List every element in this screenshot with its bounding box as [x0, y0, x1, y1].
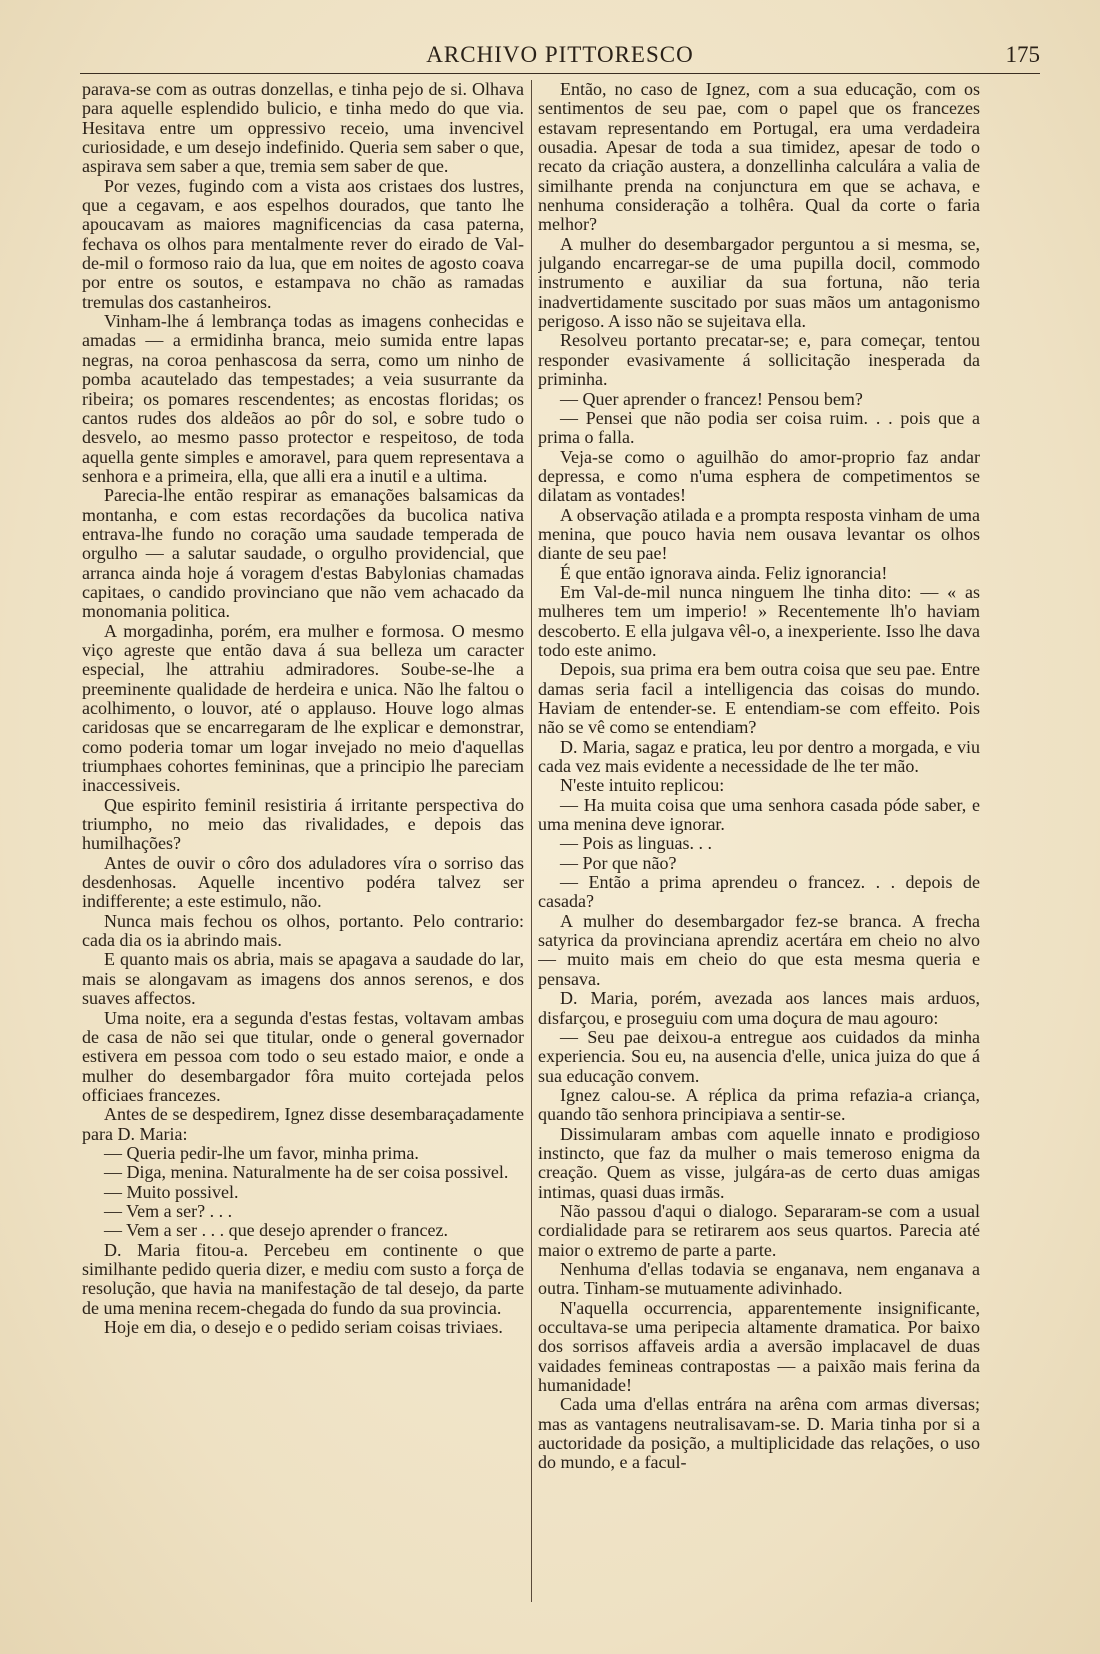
paragraph: Parecia-lhe então respirar as emanações balsamicas da montanha, e com estas recordações da bucolica nativa entrava-lhe fundo no coração uma saudade temperada de orgulho — a salutar saudade, o orgulho providencial, que arranca ainda hoje á voragem d'estas Babylonias chamadas capitaes, o candido provinciano que não vem achacado da monomania politica. [82, 485, 524, 622]
paragraph: N'este intuito replicou: [560, 775, 725, 796]
paragraph: — Vem a ser . . . que desejo aprender o francez. [104, 1220, 449, 1241]
paragraph: Veja-se como o aguilhão do amor-proprio faz andar depressa, e como n'uma esphera de competimentos se dilatam as vontades! [538, 446, 980, 506]
paragraph: Cada uma d'ellas entrára na arêna com armas diversas; mas as vantagens neutralisavam-se. D. Maria tinha por si a auctoridade da posição, a multiplicidade das relações, o uso do mundo, e a facul- [538, 1394, 980, 1473]
paragraph: — Seu pae deixou-a entregue aos cuidados da minha experiencia. Sou eu, na ausencia d'elle, unica juiza do que á sua educação convem. [538, 1026, 980, 1086]
paragraph: A mulher do desembargador fez-se branca. A frecha satyrica da provinciana aprendiz acertára em cheio no alvo — muito mais em cheio do que esta mesma queria e pensava. [538, 910, 980, 989]
paragraph: parava-se com as outras donzellas, e tinha pejo de si. Olhava para aquelle esplendido bulicio, e tinha medo do que via. Hesitava entre um oppressivo receio, uma invencivel curiosidade, e um desejo indefinido. Queria sem saber o que, aspirava sem saber a que, tremia sem saber de que. [82, 80, 524, 177]
paragraph: Uma noite, era a segunda d'estas festas, voltavam ambas de casa de não sei que titular, onde o general governador estivera em pessoa com todo o seu estado maior, e onde a mulher do desembargador fôra muito cortejada pelos officiaes francezes. [82, 1007, 524, 1105]
paragraph: N'aquella occurrencia, apparentemente insignificante, occultava-se uma peripecia altamente dramatica. Por baixo dos sorrisos affaveis ardia a aversão implacavel de duas vaidades femineas contrapostas — a paixão mais ferina da humanidade! [538, 1297, 980, 1396]
paragraph: Dissimularam ambas com aquelle innato e prodigioso instincto, que faz da mulher o mais temeroso enigma da creação. Quem as visse, julgára-as de certo duas amigas intimas, quasi duas irmãs. [538, 1123, 980, 1202]
left-column [82, 80, 524, 1605]
paragraph: — Então a prima aprendeu o francez. . . depois de casada? [538, 872, 980, 912]
paragraph: Ignez calou-se. A réplica da prima refazia-a criança, quando tão senhora principiava a sentir-se. [538, 1084, 980, 1125]
paragraph: — Pois as linguas. . . [560, 833, 713, 854]
paragraph: — Quer aprender o francez! Pensou bem? [560, 388, 863, 409]
page-number: 175 [1005, 42, 1040, 67]
header-rule [80, 73, 1040, 74]
paragraph: — Por que não? [560, 852, 677, 873]
paragraph: Que espirito feminil resistiria á irritante perspectiva do triumpho, no meio das rivalidades, e depois das humilhações? [82, 794, 524, 854]
paragraph: Depois, sua prima era bem outra coisa que seu pae. Entre damas seria facil a intelligencia das coisas do mundo. Haviam de entender-se. E entendiam-se com effeito. Pois não se vê como se entendiam? [538, 659, 980, 738]
paragraph: — Pensei que não podia ser coisa ruim. . . pois que a prima o falla. [538, 407, 980, 448]
paragraph: É que então ignorava ainda. Feliz ignorancia! [560, 562, 888, 583]
paragraph: — Queria pedir-lhe um favor, minha prima. [104, 1142, 419, 1163]
paragraph: — Ha muita coisa que uma senhora casada póde saber, e uma menina deve ignorar. [538, 794, 980, 835]
paragraph: Resolveu portanto precatar-se; e, para começar, tentou responder evasivamente á sollicitação inesperada da priminha. [538, 330, 980, 390]
paragraph: E quanto mais os abria, mais se apagava a saudade do lar, mais se alongavam as imagens dos annos serenos, e dos suaves affectos. [82, 949, 524, 1009]
paragraph: Então, no caso de Ignez, com a sua educação, com os sentimentos de seu pae, com o papel que os francezes estavam representando em Portugal, era uma verdadeira ousadia. Apesar de toda a sua timidez, apesar de todo o recato da criação austera, a donzellinha calculára a valia de similhante prenda na conjunctura em que se achava, e nenhuma consideração a tolhêra. Qual da corte o faria melhor? [538, 80, 980, 235]
right-column [538, 80, 980, 1605]
paragraph: Nenhuma d'ellas todavia se enganava, nem enganava a outra. Tinham-se mutuamente adivinhado. [538, 1258, 980, 1299]
paragraph: A morgadinha, porém, era mulher e formosa. O mesmo viço agreste que então dava á sua belleza um caracter especial, lhe attrahiu admiradores. Soube-se-lhe a preeminente qualidade de herdeira e unica. Não lhe faltou o acolhimento, o louvor, até o applauso. Houve logo almas caridosas que se encarregaram de lhe explicar e demonstrar, como poderia tomar um logar invejado no meio d'aquellas triumphaes cohortes femininas, que a principio lhe pareciam inaccessiveis. [82, 620, 524, 796]
paragraph: Vinham-lhe á lembrança todas as imagens conhecidas e amadas — a ermidinha branca, meio sumida entre lapas negras, na coroa penhascosa da serra, como um ninho de pomba acautelado das tempestades; a veia susurrante da ribeira; os pomares rescendentes; as encostas floridas; os cantos rudes dos aldeãos ao pôr do sol, e sobre tudo o desvelo, ao mesmo passo protector e respeitoso, de toda aquella gente simples e amoravel, para quem representava a senhora e a primeira, ella, que alli era a inutil e a ultima. [82, 311, 524, 486]
journal-title: ARCHIVO PITTORESCO [426, 42, 694, 67]
paragraph: D. Maria, porém, avezada aos lances mais arduos, disfarçou, e proseguiu com uma doçura de mau agouro: [538, 988, 980, 1028]
paragraph: Em Val-de-mil nunca ninguem lhe tinha dito: — « as mulheres tem um imperio! » Recentemente lh'o haviam descoberto. E ella julgava vêl-o, a inexperiente. Isso lhe dava todo este animo. [538, 581, 980, 660]
paragraph: — Muito possivel. [104, 1181, 239, 1202]
paragraph: Hoje em dia, o desejo e o pedido seriam coisas triviaes. [104, 1317, 503, 1337]
paragraph: Nunca mais fechou os olhos, portanto. Pelo contrario: cada dia os ia abrindo mais. [82, 910, 524, 951]
paragraph: Antes de se despedirem, Ignez disse desembaraçadamente para D. Maria: [82, 1104, 524, 1144]
paragraph: Antes de ouvir o côro dos aduladores víra o sorriso das desdenhosas. Aquelle incentivo podéra talvez ser indifferente; a este estimulo, não. [82, 852, 524, 912]
page-header [80, 40, 1040, 74]
paragraph: — Vem a ser? . . . [104, 1200, 233, 1221]
paragraph: — Diga, menina. Naturalmente ha de ser coisa possivel. [104, 1162, 509, 1183]
paragraph: D. Maria fitou-a. Percebeu em continente o que similhante pedido queria dizer, e mediu com susto a força de resolução, que havia na manifestação de tal desejo, da parte de uma menina recem-chegada do fundo da sua provincia. [82, 1239, 524, 1318]
paragraph: A observação atilada e a prompta resposta vinham de uma menina, que pouco havia nem ousava levantar os olhos diante de seu pae! [538, 504, 980, 564]
column-divider [531, 80, 532, 1602]
paragraph: Por vezes, fugindo com a vista aos cristaes dos lustres, que a cegavam, e aos espelhos dourados, que tanto lhe apoucavam as maiores magnificencias da casa paterna, fechava os olhos para mentalmente rever do eirado de Val-de-mil o formoso raio da lua, que em noites de agosto coava por entre os soutos, e estampava no chão as ramadas tremulas dos castanheiros. [82, 175, 524, 312]
paragraph: Não passou d'aqui o dialogo. Separaram-se com a usual cordialidade para se retirarem aos seus quartos. Parecia até maior o extremo de parte a parte. [538, 1200, 980, 1260]
paragraph: D. Maria, sagaz e pratica, leu por dentro a morgada, e viu cada vez mais evidente a necessidade de lhe ter mão. [538, 736, 980, 777]
paragraph: A mulher do desembargador perguntou a si mesma, se, julgando encarregar-se de uma pupilla docil, commodo instrumento e auxiliar da sua fortuna, não teria inadvertidamente suscitado por suas mãos um antagonismo perigoso. A isso não se sujeitava ella. [538, 233, 980, 332]
